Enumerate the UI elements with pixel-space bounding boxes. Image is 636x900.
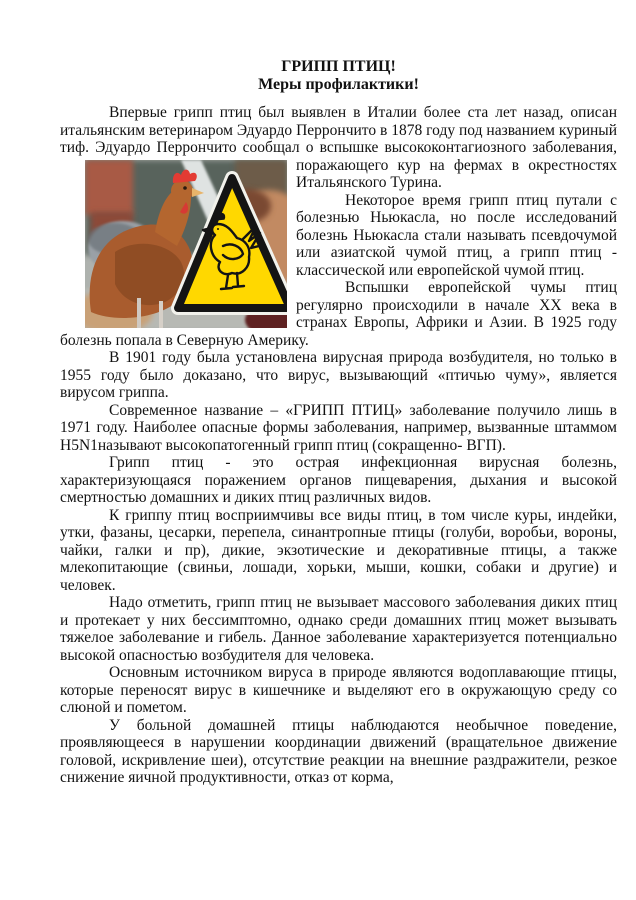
hen-eye: [183, 186, 187, 190]
paragraph-3: Вспышки европейской чумы птиц регулярно происходили в начале XX века в странах Европы, Африки и Азии. В 1925 году болезнь попала в Северную Америку.: [60, 279, 617, 349]
doc-body: [60, 104, 617, 787]
paragraph-6: Грипп птиц - это острая инфекционная вирусная болезнь, характеризующаяся поражением органов пищеварения, дыхания и высокой смертностью домашних и диких птиц различных видов.: [60, 454, 617, 506]
paragraph-10: У больной домашней птицы наблюдаются необычное поведение, проявляющееся в нарушении координации движений (вращательное движение головой, искривление шеи), отсутствие реакции на внешние раздражители, резкое снижение яичной продуктивности, отказ от корма,: [60, 716, 617, 786]
paragraph-7: К гриппу птиц восприимчивы все виды птиц, в том числе куры, индейки, утки, фазаны, цесарки, перепела, синантропные птицы (голуби, воробьи, вороны, чайки, галки и пр), дикие, экзотические и декоративные птицы, а также млекопитающие (свиньи, лошади, хорьки, мыши, кошки, собаки и другие) и человек.: [60, 506, 617, 594]
paragraph-4: В 1901 году была установлена вирусная природа возбудителя, но только в 1955 году было доказано, что вирус, вызывающий «птичью чуму», является вирусом гриппа.: [60, 349, 617, 401]
doc-title: ГРИПП ПТИЦ!: [281, 58, 396, 75]
paragraph-5: Современное название – «ГРИПП ПТИЦ» заболевание получило лишь в 1971 году. Наиболее опасные формы заболевания, например, вызванные штаммом H5N1называют высокопатогенный грипп птиц (сокращенно- ВГП).: [60, 401, 617, 454]
paragraph-2: Некоторое время грипп птиц путали с болезнью Ньюкасла, но после исследований болезнь Ньюкасла стали называть псевдочумой или азиатской чумой птиц, а грипп птиц - классической или европейской чумой птиц.: [296, 191, 617, 279]
paragraph-8: Надо отметить, грипп птиц не вызывает массового заболевания диких птиц и протекает у них бессимптомно, однако среди домашних птиц может вызывать тяжелое заболевание и гибель. Данное заболевание характеризуется потенциально высокой опасностью возбудителя для человека.: [60, 594, 617, 664]
paragraph-1: [60, 104, 617, 192]
paragraph-1-text-before-photo: Впервые грипп птиц был выявлен в Италии более ста лет назад, описан итальянским ветеринаром Эдуардо Перрончито в 1878 году под названием куриный тиф. Эдуардо Перрончито сообщал о вспышке высококонтагиозного заболевания, поражающего кур на фермах в: [60, 104, 617, 174]
paragraph-9: Основным источником вируса в природе являются водоплавающие птицы, которые переносят вирус в кишечнике и выделяют его в окружающую среду со слюной и пометом.: [60, 664, 617, 716]
doc-subtitle: Меры профилактики!: [258, 76, 419, 93]
chickens-photo: [85, 160, 287, 328]
paragraph-1-text-after-photo: окрестностях Итальянского Турина.: [296, 156, 617, 191]
